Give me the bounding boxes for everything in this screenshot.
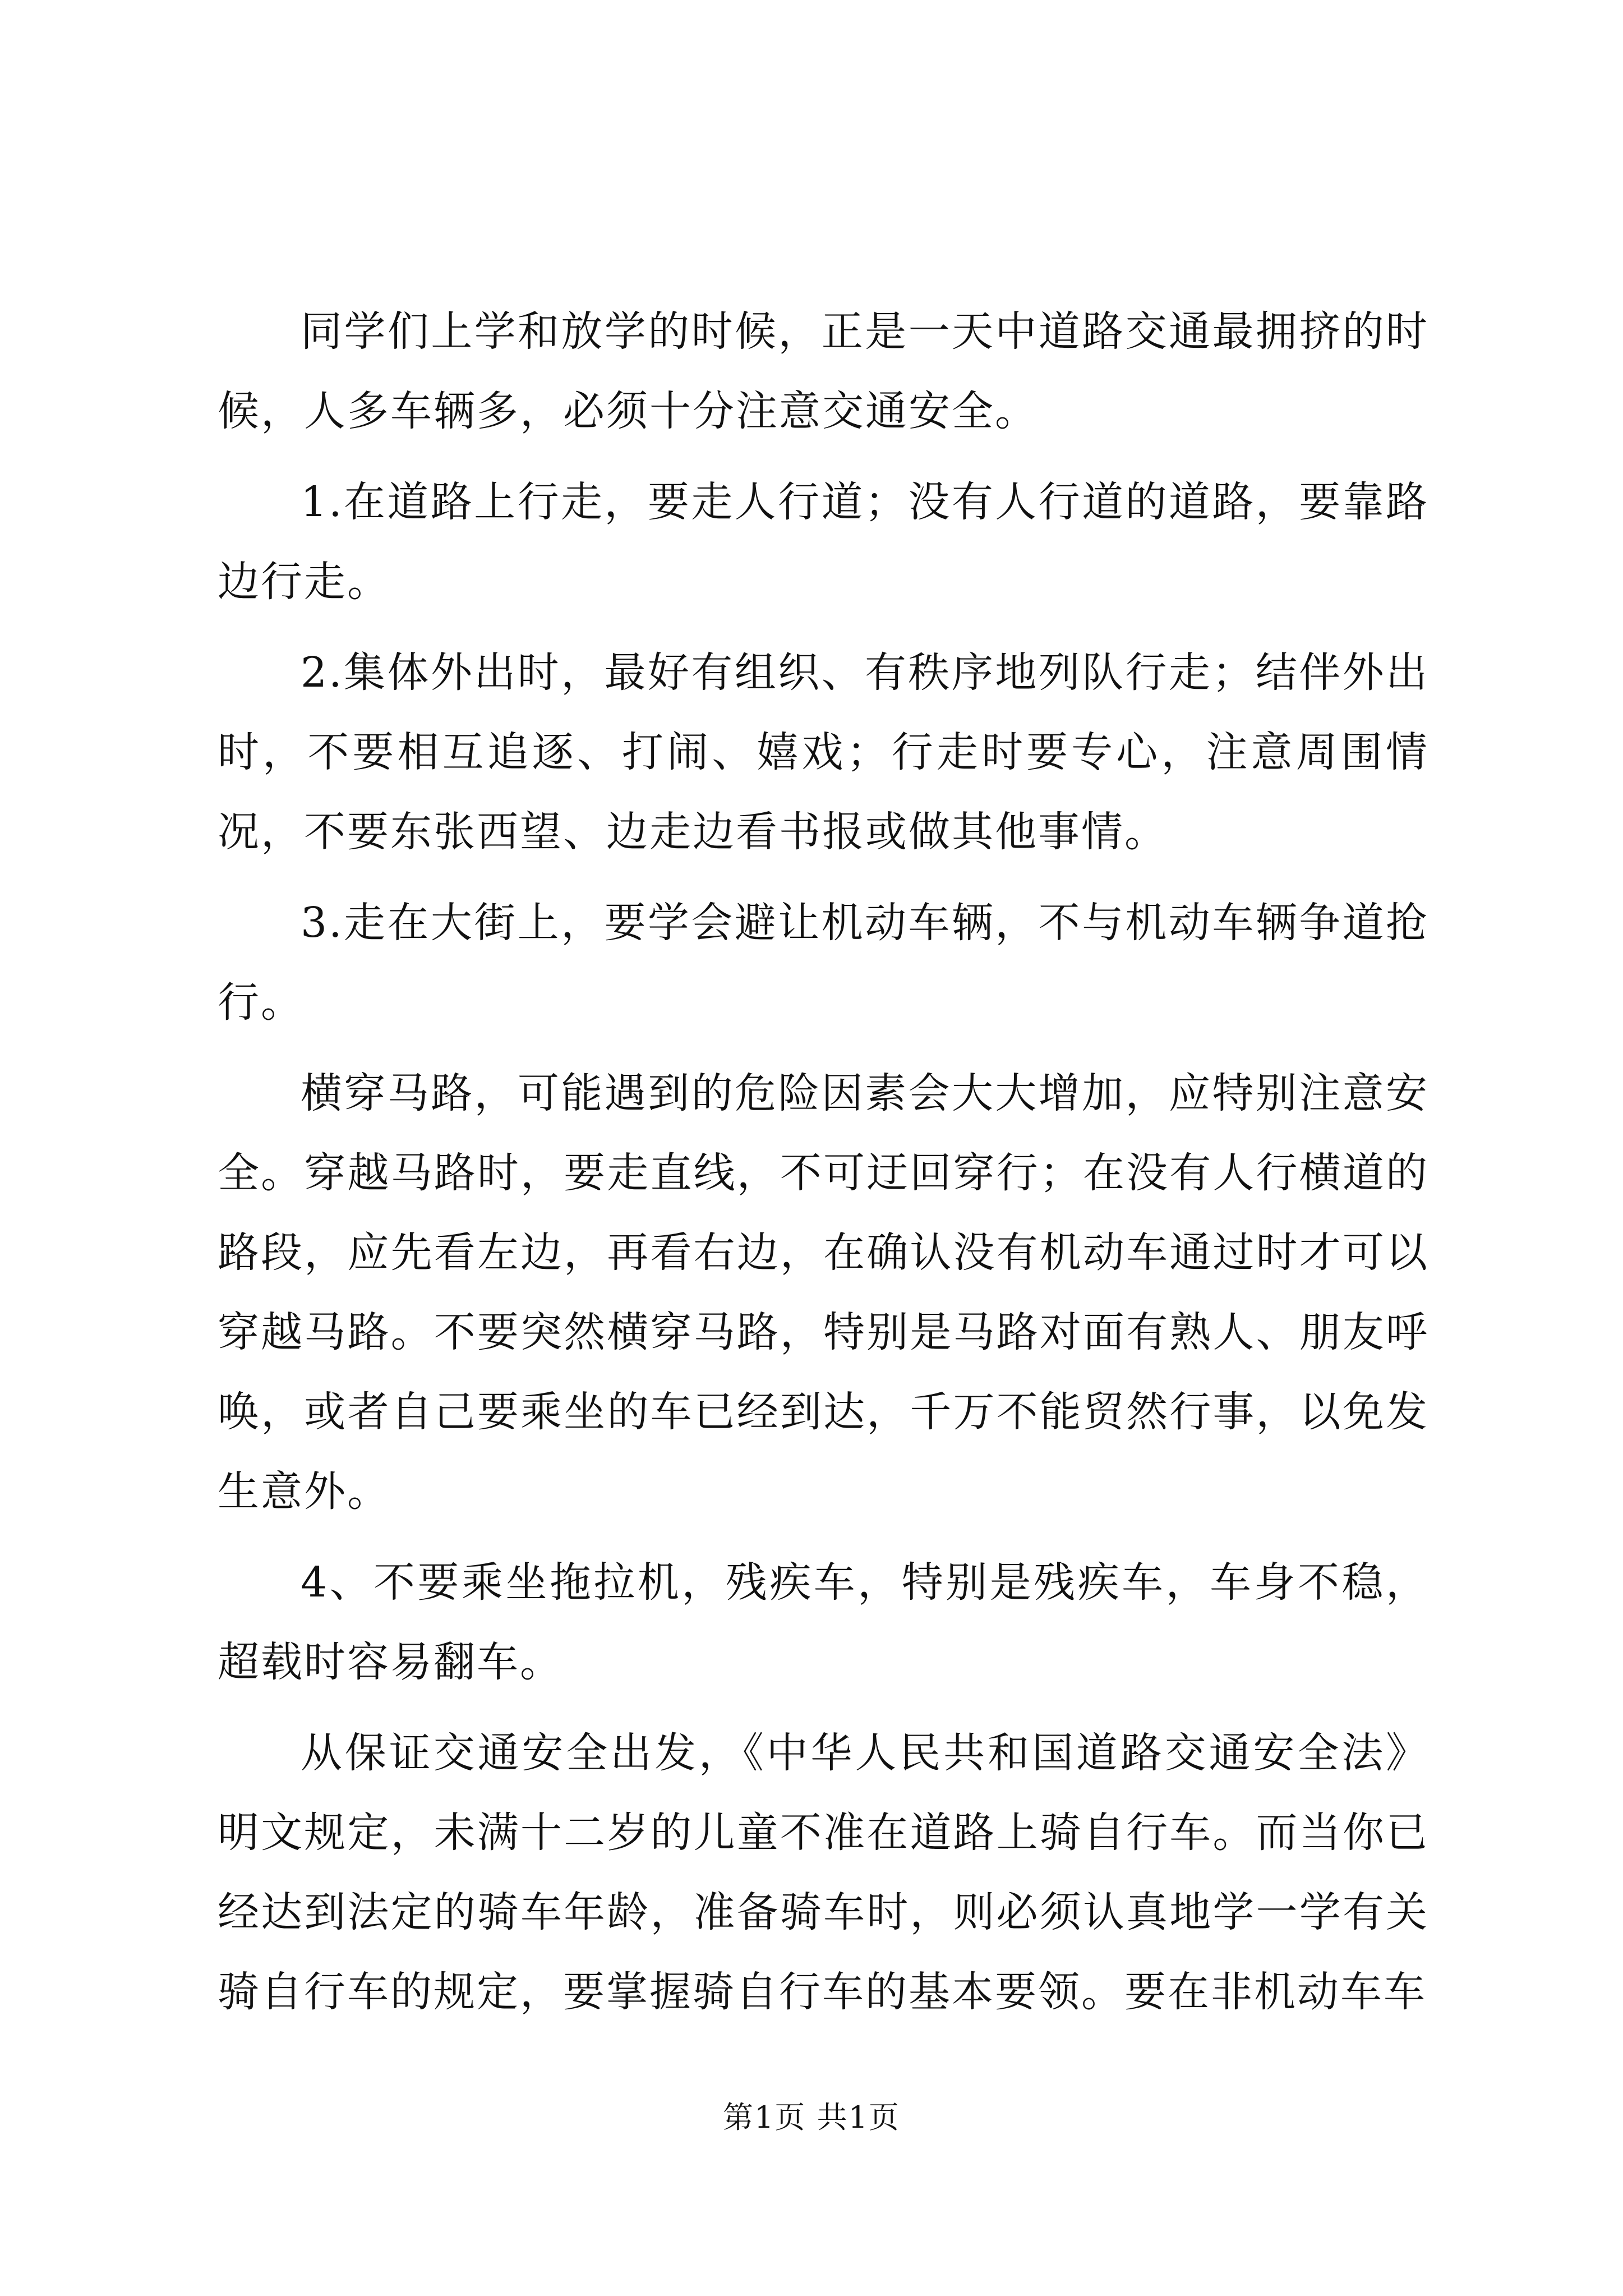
paragraph-rule-1: 1.在道路上行走，要走人行道；没有人行道的道路，要靠路边行走。 [218, 478, 1429, 606]
paragraph-rule-4: 4、不要乘坐拖拉机，残疾车，特别是残疾车，车身不稳，超载时容易翻车。 [218, 1558, 1429, 1686]
paragraph-intro: 同学们上学和放学的时候，正是一天中道路交通最拥挤的时候，人多车辆多，必须十分注意交通安全。 [218, 307, 1429, 435]
document-body [218, 292, 1429, 2043]
paragraph-crossing-road: 横穿马路，可能遇到的危险因素会大大增加，应特别注意安全。穿越马路时，要走直线，不可迂回穿行；在没有人行横道的路段，应先看左边，再看右边，在确认没有机动车通过时才可以穿越马路。不要突然横穿马路，特别是马路对面有熟人、朋友呼唤，或者自己要乘坐的车已经到达，千万不能贸然行事，以免发生意外。 [218, 1069, 1429, 1516]
paragraph-rule-3: 3.走在大街上，要学会避让机动车辆，不与机动车辆争道抢行。 [218, 899, 1429, 1027]
page-footer: 第1页 共1页 [723, 2100, 900, 2135]
paragraph-bicycle-law: 从保证交通安全出发，《中华人民共和国道路交通安全法》明文规定，未满十二岁的儿童不准在道路上骑自行车。而当你已经达到法定的骑车年龄，准备骑车时，则必须认真地学一学有关骑自行车的规定，要掌握骑自行车的基本要领。要在非机动车车 [218, 1729, 1429, 2016]
paragraph-rule-2: 2.集体外出时，最好有组织、有秩序地列队行走；结伴外出时，不要相互追逐、打闹、嬉戏；行走时要专心，注意周围情况，不要东张西望、边走边看书报或做其他事情。 [218, 648, 1429, 856]
